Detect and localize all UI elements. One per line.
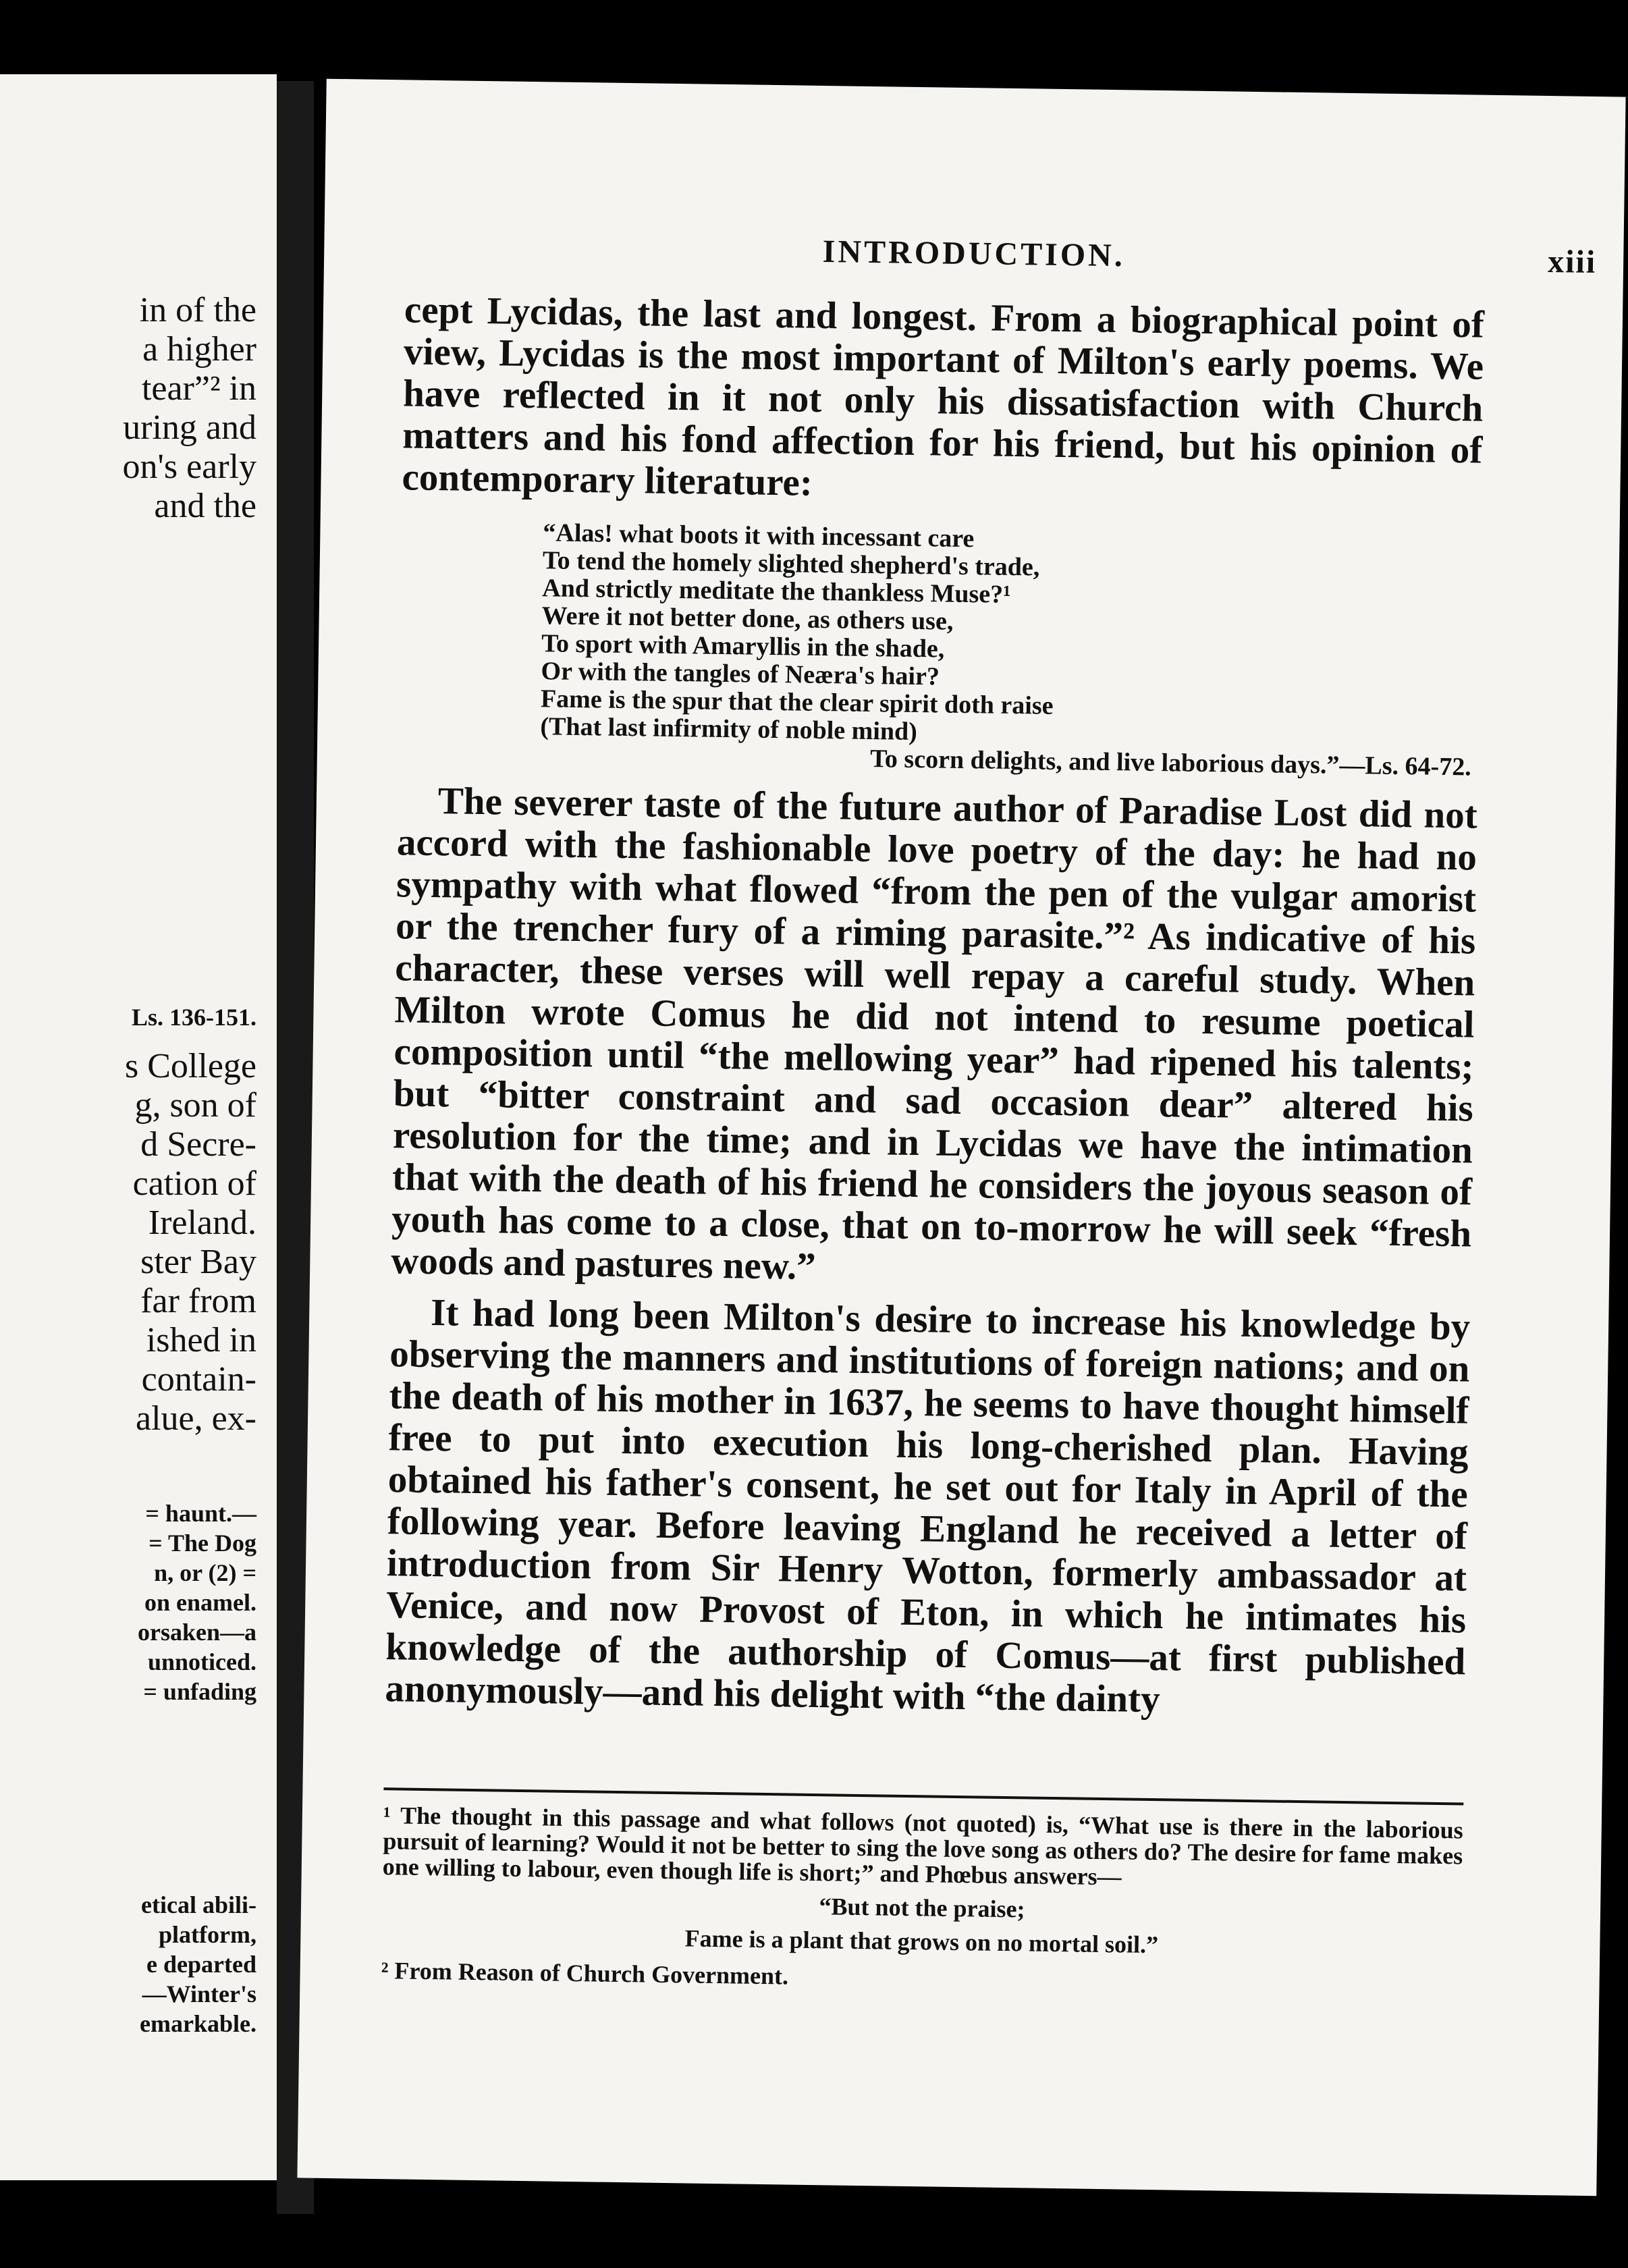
verse-line: Fame is the spur that the clear spirit doth raise [540,684,1054,720]
left-page-line: contain- [141,1360,256,1399]
footnote-1: ¹ The thought in this passage and what follows (not quoted) is, “What use is there in the laborious pursuit of learning? Would it not be better to sing the love song as others do? The desire for fame makes one willing to labour, even though life is short;” and Phœbus answers— [382,1802,1464,1891]
verse-line: “Alas! what boots it with incessant care [543,518,975,554]
left-page-line: —Winter's [142,1980,256,2007]
left-page-line: in of the [139,291,256,329]
footnotes [381,1787,1463,1998]
left-page-line-reference: Ls. 136-151. [131,1004,256,1031]
left-page-line: etical abili- [141,1891,256,1918]
footnote-2: ² From Reason of Church Government. [381,1957,789,1990]
footnote-1-verse: Fame is a plant that grows on no mortal soil.” [684,1924,1159,1959]
left-page-line: platform, [159,1921,256,1948]
left-page-line: s College [125,1047,256,1085]
paragraph-1: cept Lycidas, the last and longest. From a biographical point of view, Lycidas is the most important of Milton's early poems. We have reflected in it not only his dissatisfaction with Church matters and his fond affection for his friend, but his opinion of contemporary literature: [402,288,1485,504]
left-page-line: on's early [122,448,256,486]
left-page-line: unnoticed. [147,1648,256,1675]
main-page [297,79,1625,2196]
verse-line: To scorn delights, and live laborious days.”—Ls. 64-72. [869,745,1472,782]
left-page-line: = haunt.— [145,1500,256,1527]
left-page-line: d Secre- [140,1125,256,1164]
paragraph-2: The severer taste of the future author of Paradise Lost did not accord with the fashionable love poetry of the day: he had no sympathy with what flowed “from the pen of the vulgar amorist or the trencher fury of a riming parasite.”² As indicative of his character, these verses will well repay a careful study. When Milton wrote Comus he did not intend to resume poetical composition until “the mellowing year” had ripened his talents; but “bitter constraint and sad occasion dear” altered his resolution for the time; and in Lycidas we have the intimation that with the death of his friend he considers the joyous season of youth has come to a close, that on to-morrow he will seek “fresh woods and pastures new.” [390,780,1478,1289]
verse-line: To tend the homely slighted shepherd's trade, [542,546,1040,582]
verse-line: To sport with Amaryllis in the shade, [541,629,945,664]
verse-line: Were it not better done, as others use, [541,601,954,636]
verse-line: Or with the tangles of Neæra's hair? [541,657,940,691]
footnote-1-verse: “But not the praise; [819,1893,1025,1923]
left-page-line: uring and [123,408,256,447]
left-page-line: = The Dog [148,1530,256,1557]
left-facing-page [0,74,277,2180]
left-page-line: Ireland. [148,1204,256,1242]
left-page-line: n, or (2) = [154,1559,256,1586]
paragraph-3: It had long been Milton's desire to increase his knowledge by observing the manners and institutions of foreign nations; and on the death of his mother in 1637, he seems to have thought himself free to put into execution his long-cherished plan. Having obtained his father's consent, he set out for Italy in April of the following year. Before leaving England he received a letter of introduction from Sir Henry Wotton, formerly ambassador at Venice, and now Provost of Eton, in which he intimates his knowledge of the authorship of Comus—at first published anonymously—and his delight with “the dainty [385,1291,1471,1721]
left-page-line: far from [140,1282,256,1320]
left-page-line: cation of [132,1164,256,1203]
body-text [385,289,1484,1725]
left-page-line: g, son of [134,1086,256,1125]
page-number: xiii [1547,244,1597,281]
left-page-line: emarkable. [140,2010,256,2037]
running-head: INTRODUCTION. [822,234,1126,274]
left-page-line: ished in [146,1321,256,1359]
left-page-line: = unfading [143,1678,256,1705]
left-page-line: orsaken—a [137,1619,256,1646]
left-page-line: ster Bay [140,1243,256,1281]
left-page-line: a higher [142,330,256,369]
verse-line: (That last infirmity of noble mind) [540,712,918,747]
verse-quotation [540,519,1482,781]
left-page-line: and the [154,487,256,525]
left-page-line: on enamel. [144,1589,256,1616]
left-page-line: e departed [146,1951,256,1978]
verse-line: And strictly meditate the thankless Muse?¹ [542,574,1011,609]
left-page-line: alue, ex- [135,1399,256,1438]
left-page-line: tear”² in [141,369,256,408]
